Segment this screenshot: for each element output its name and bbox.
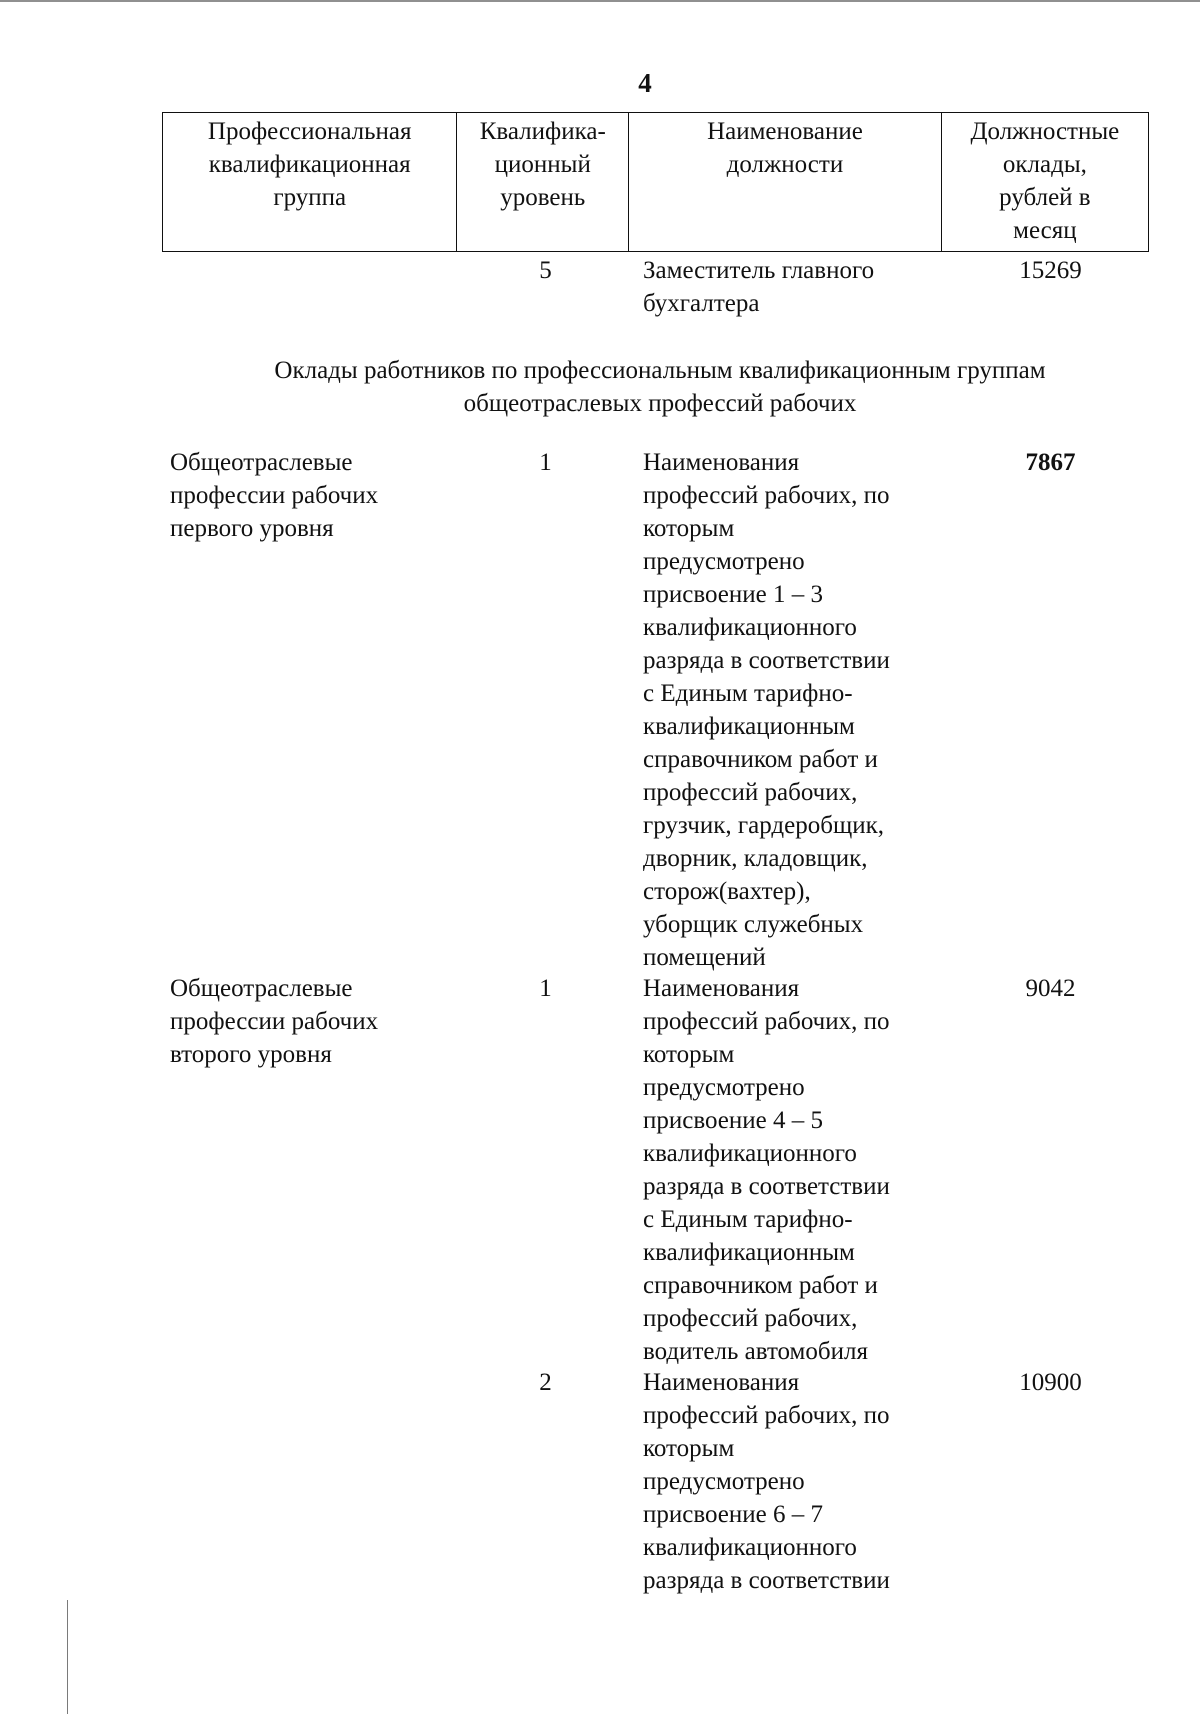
title-line: Наименования bbox=[643, 449, 800, 476]
level-cell: 5 bbox=[539, 257, 552, 284]
title-line: грузчик, гардеробщик, bbox=[643, 812, 884, 839]
header-line: ционный bbox=[494, 151, 591, 178]
title-cell bbox=[643, 254, 953, 320]
title-line: бухгалтера bbox=[643, 290, 760, 317]
heading-line: общеотраслевых профессий рабочих bbox=[463, 390, 857, 417]
title-line: профессий рабочих, bbox=[643, 779, 858, 806]
level-cell: 1 bbox=[539, 449, 552, 476]
header-title-cell bbox=[629, 113, 942, 252]
scan-edge-line bbox=[0, 0, 1200, 2]
header-line: Наименование bbox=[707, 118, 863, 145]
title-line: профессий рабочих, по bbox=[643, 482, 890, 509]
title-cell bbox=[643, 972, 953, 1368]
header-level-cell bbox=[457, 113, 629, 252]
title-line: присвоение 4 – 5 bbox=[643, 1107, 823, 1134]
header-line: группа bbox=[273, 184, 347, 211]
title-line: предусмотрено bbox=[643, 1468, 805, 1495]
group-line: Общеотраслевые bbox=[170, 449, 353, 476]
title-line: присвоение 6 – 7 bbox=[643, 1501, 823, 1528]
title-line: квалификационного bbox=[643, 1140, 857, 1167]
header-line: Профессиональная bbox=[207, 118, 412, 145]
title-line: уборщик служебных bbox=[643, 911, 864, 938]
header-group-cell bbox=[163, 113, 457, 252]
group-line: первого уровня bbox=[170, 515, 334, 542]
page-number: 4 bbox=[638, 68, 652, 98]
table-header bbox=[162, 112, 1149, 252]
group-cell bbox=[170, 446, 460, 545]
title-line: с Единым тарифно- bbox=[643, 1206, 853, 1233]
title-line: разряда в соответствии bbox=[643, 1567, 890, 1594]
title-line: предусмотрено bbox=[643, 1074, 805, 1101]
group-line: Общеотраслевые bbox=[170, 975, 353, 1002]
level-cell: 2 bbox=[539, 1369, 552, 1396]
group-line: второго уровня bbox=[170, 1041, 332, 1068]
group-line: профессии рабочих bbox=[170, 1008, 379, 1035]
title-line: дворник, кладовщик, bbox=[643, 845, 868, 872]
title-line: квалификационным bbox=[643, 1239, 855, 1266]
title-line: Наименования bbox=[643, 975, 800, 1002]
title-line: которым bbox=[643, 1435, 735, 1462]
title-line: которым bbox=[643, 515, 735, 542]
title-line: сторож(вахтер), bbox=[643, 878, 811, 905]
title-line: квалификационным bbox=[643, 713, 855, 740]
title-line: профессий рабочих, bbox=[643, 1305, 858, 1332]
title-line: присвоение 1 – 3 bbox=[643, 581, 823, 608]
salary-cell: 10900 bbox=[1019, 1369, 1082, 1396]
title-line: профессий рабочих, по bbox=[643, 1402, 890, 1429]
header-line: Должностные bbox=[970, 118, 1120, 145]
group-line: профессии рабочих bbox=[170, 482, 379, 509]
header-line: квалификационная bbox=[208, 151, 411, 178]
header-line: Квалифика- bbox=[479, 118, 606, 145]
group-cell bbox=[170, 972, 460, 1071]
header-line: рублей в bbox=[999, 184, 1091, 211]
salary-cell: 9042 bbox=[1025, 975, 1076, 1002]
header-line: месяц bbox=[1013, 217, 1077, 244]
title-cell bbox=[643, 1366, 953, 1597]
header-line: оклады, bbox=[1002, 151, 1087, 178]
level-cell: 1 bbox=[539, 975, 552, 1002]
title-line: квалификационного bbox=[643, 614, 857, 641]
title-line: Наименования bbox=[643, 1369, 800, 1396]
title-line: разряда в соответствии bbox=[643, 1173, 890, 1200]
title-line: справочником работ и bbox=[643, 746, 878, 773]
title-line: справочником работ и bbox=[643, 1272, 878, 1299]
title-line: с Единым тарифно- bbox=[643, 680, 853, 707]
title-line: помещений bbox=[643, 944, 766, 971]
salary-cell: 15269 bbox=[1019, 257, 1082, 284]
heading-line: Оклады работников по профессиональным квалификационным группам bbox=[274, 357, 1046, 384]
title-cell bbox=[643, 446, 953, 974]
title-line: разряда в соответствии bbox=[643, 647, 890, 674]
title-line: Заместитель главного bbox=[643, 257, 875, 284]
title-line: предусмотрено bbox=[643, 548, 805, 575]
title-line: квалификационного bbox=[643, 1534, 857, 1561]
title-line: водитель автомобиля bbox=[643, 1338, 868, 1365]
header-salary-cell bbox=[941, 113, 1148, 252]
scan-margin-line bbox=[67, 1600, 68, 1714]
salary-cell: 7867 bbox=[1025, 449, 1076, 476]
header-line: должности bbox=[726, 151, 844, 178]
title-line: которым bbox=[643, 1041, 735, 1068]
title-line: профессий рабочих, по bbox=[643, 1008, 890, 1035]
header-line: уровень bbox=[500, 184, 586, 211]
section-heading bbox=[170, 354, 1150, 420]
